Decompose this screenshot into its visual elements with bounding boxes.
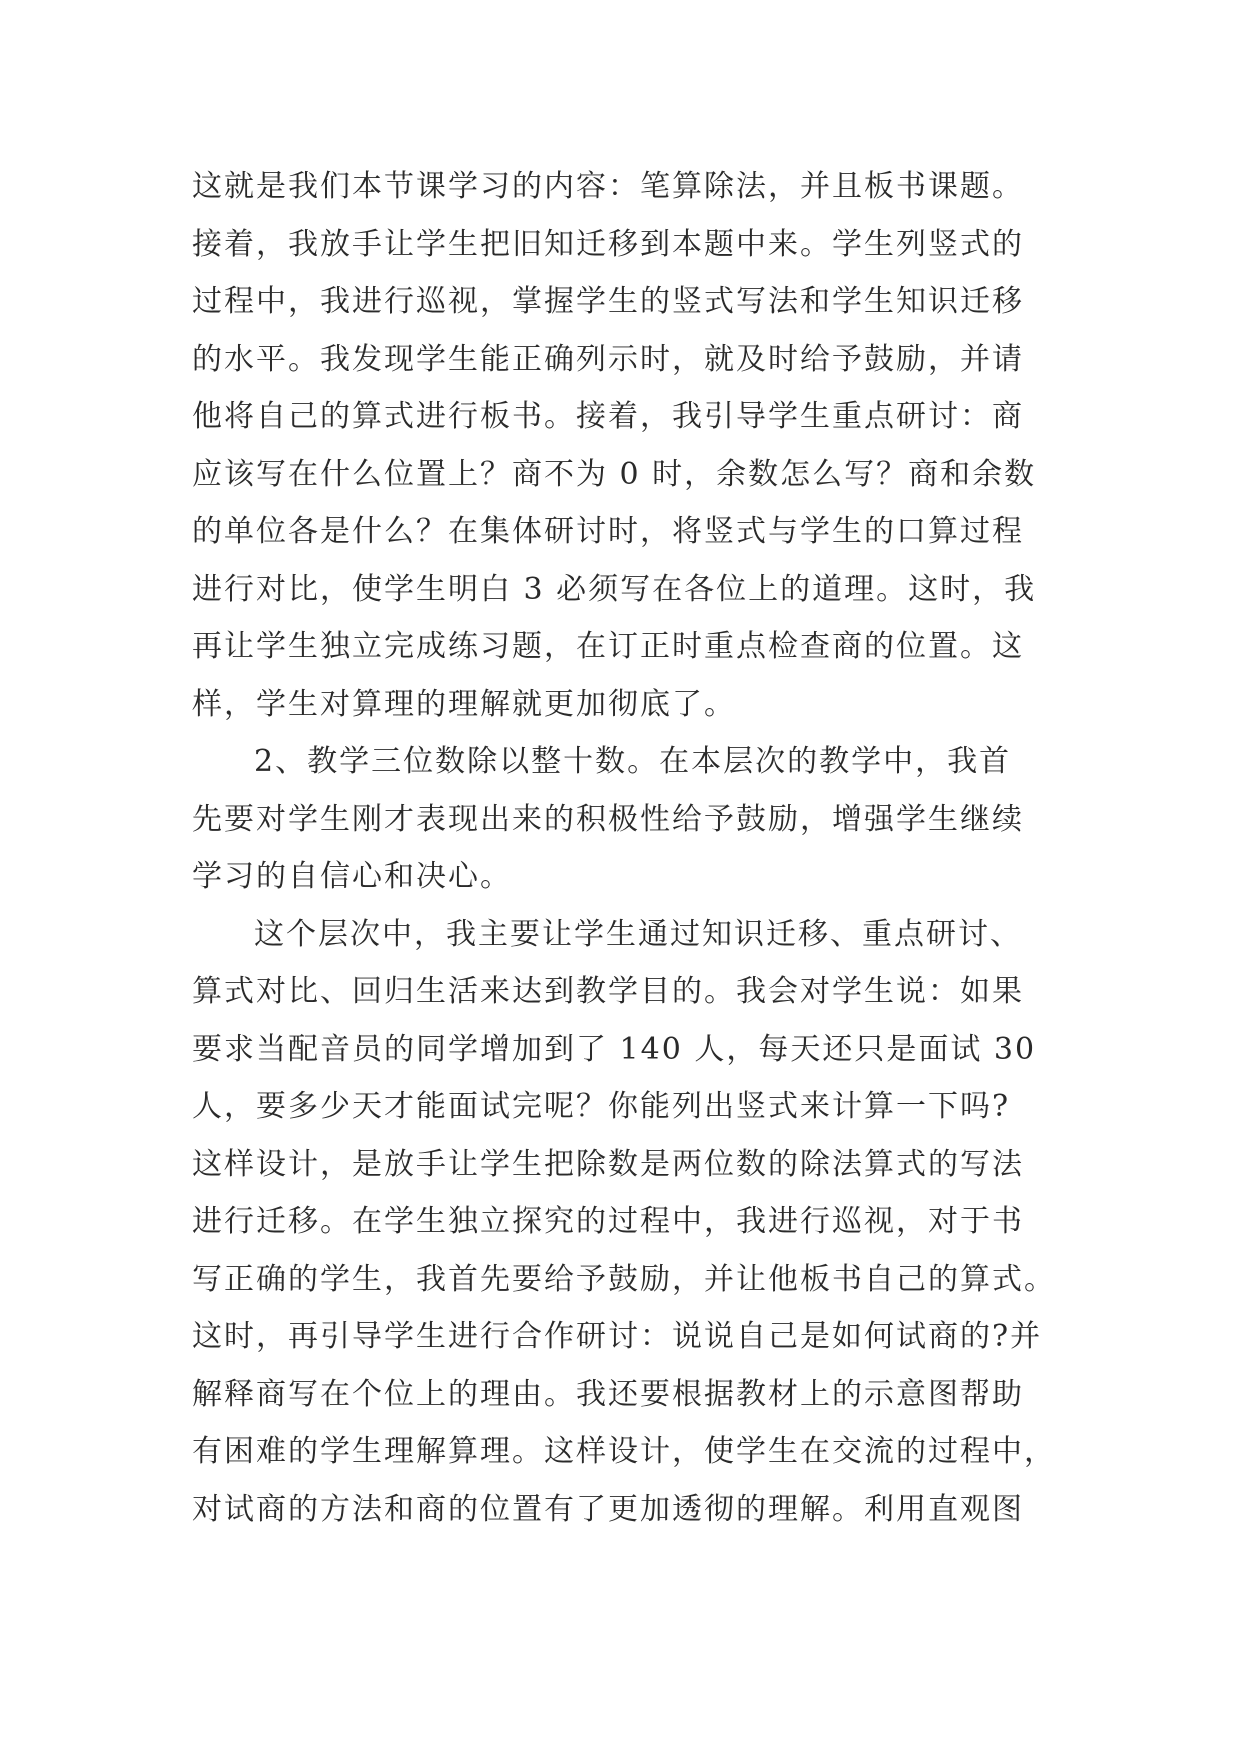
text-line: 样，学生对算理的理解就更加彻底了。 bbox=[192, 686, 736, 722]
text-line: 接着，我放手让学生把旧知迁移到本题中来。学生列竖式的 bbox=[192, 226, 1024, 262]
text-line: 进行对比，使学生明白 3 必须写在各位上的道理。这时，我 bbox=[192, 571, 1037, 607]
text-line: 人，要多少天才能面试完呢？你能列出竖式来计算一下吗? bbox=[192, 1089, 1011, 1124]
text-line: 的水平。我发现学生能正确列示时，就及时给予鼓励，并请 bbox=[192, 341, 1024, 377]
text-line: 解释商写在个位上的理由。我还要根据教材上的示意图帮助 bbox=[192, 1376, 1024, 1412]
text-line: 写正确的学生，我首先要给予鼓励，并让他板书自己的算式。 bbox=[192, 1261, 1056, 1297]
text-line: 先要对学生刚才表现出来的积极性给予鼓励，增强学生继续 bbox=[192, 801, 1024, 837]
text-line: 进行迁移。在学生独立探究的过程中，我进行巡视，对于书 bbox=[192, 1204, 1024, 1239]
text-line: 应该写在什么位置上？商不为 0 时，余数怎么写？商和余数 bbox=[192, 456, 1037, 492]
text-line: 算式对比、回归生活来达到教学目的。我会对学生说：如果 bbox=[192, 974, 1024, 1009]
text-line: 有困难的学生理解算理。这样设计，使学生在交流的过程中， bbox=[192, 1434, 1056, 1469]
text-line: 这个层次中，我主要让学生通过知识迁移、重点研讨、 bbox=[254, 916, 1022, 952]
text-line: 对试商的方法和商的位置有了更加透彻的理解。利用直观图 bbox=[192, 1491, 1024, 1527]
text-line: 的单位各是什么？在集体研讨时，将竖式与学生的口算过程 bbox=[192, 514, 1024, 549]
text-line: 他将自己的算式进行板书。接着，我引导学生重点研讨：商 bbox=[192, 399, 1024, 434]
text-line: 这样设计，是放手让学生把除数是两位数的除法算式的写法 bbox=[192, 1146, 1024, 1182]
text-line: 2、教学三位数除以整十数。在本层次的教学中，我首 bbox=[254, 744, 1012, 779]
text-line: 这就是我们本节课学习的内容：笔算除法，并且板书课题。 bbox=[192, 169, 1024, 204]
text-line: 这时，再引导学生进行合作研讨：说说自己是如何试商的?并 bbox=[192, 1319, 1043, 1354]
text-line: 再让学生独立完成练习题，在订正时重点检查商的位置。这 bbox=[192, 629, 1024, 664]
text-line: 过程中，我进行巡视，掌握学生的竖式写法和学生知识迁移 bbox=[192, 284, 1024, 319]
text-line: 要求当配音员的同学增加到了 140 人，每天还只是面试 30 bbox=[192, 1031, 1037, 1067]
document-body bbox=[192, 158, 1072, 1538]
text-line: 学习的自信心和决心。 bbox=[192, 859, 512, 894]
